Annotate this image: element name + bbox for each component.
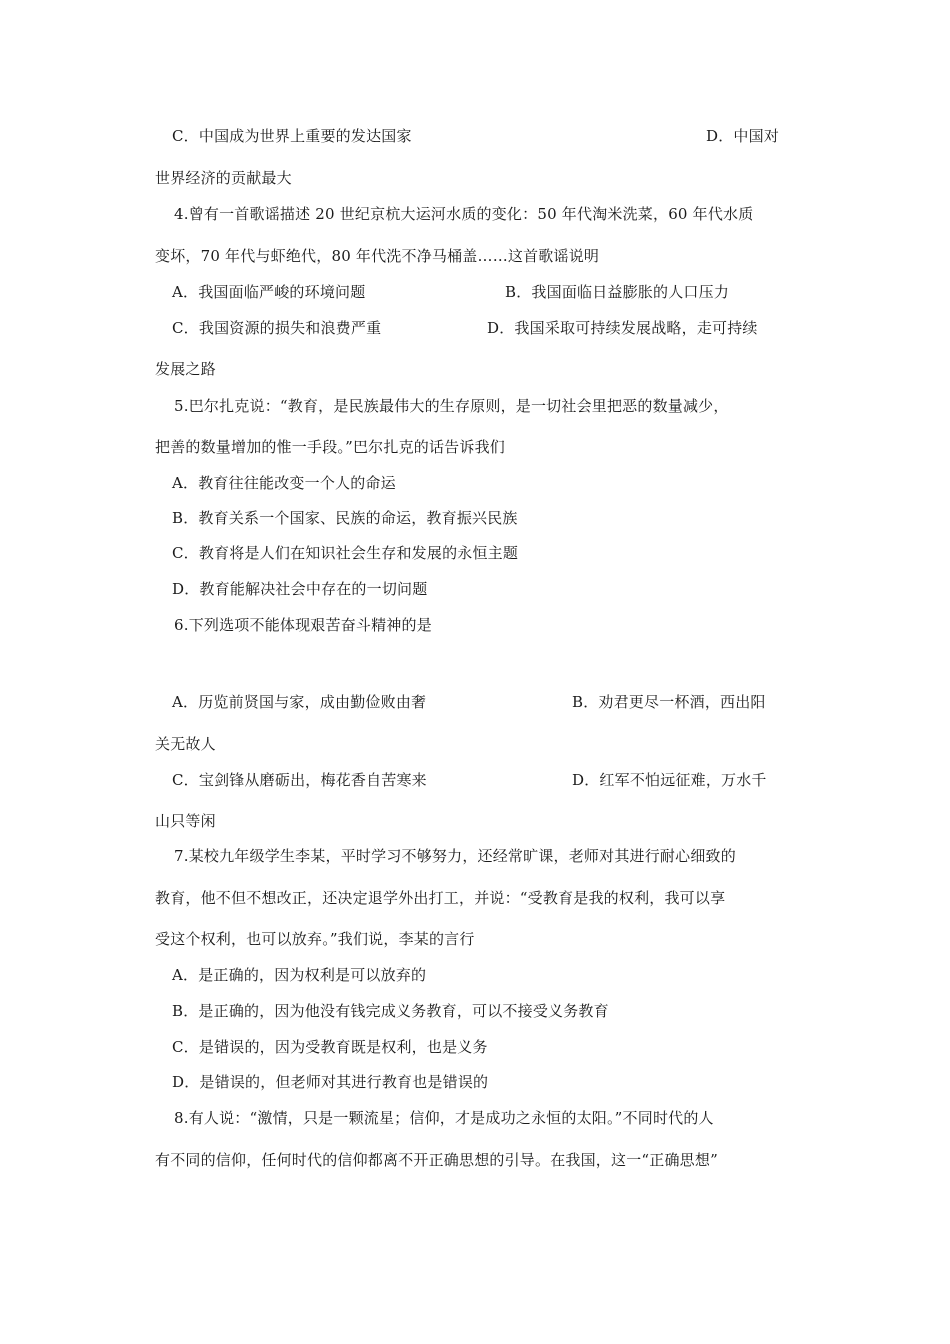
q5-option-d: D．教育能解决社会中存在的一切问题	[172, 580, 428, 598]
q6-option-c: C．宝剑锋从磨砺出，梅花香自苦寒来	[172, 771, 427, 789]
q6-stem: 6.下列选项不能体现艰苦奋斗精神的是	[174, 616, 432, 634]
q7-option-c: C．是错误的，因为受教育既是权利，也是义务	[172, 1038, 488, 1056]
q7-option-d: D．是错误的，但老师对其进行教育也是错误的	[172, 1073, 489, 1091]
q6-option-d-continued: 山只等闲	[155, 812, 216, 830]
q3-option-d: D．中国对	[706, 127, 780, 145]
q3-option-c: C．中国成为世界上重要的发达国家	[172, 127, 412, 145]
q5-option-a: A．教育往往能改变一个人的命运	[172, 474, 396, 492]
q4-stem-line2: 变坏，70 年代与虾绝代，80 年代洗不净马桶盖……这首歌谣说明	[155, 247, 600, 265]
q7-option-b: B．是正确的，因为他没有钱完成义务教育，可以不接受义务教育	[172, 1002, 609, 1020]
q6-option-b-continued: 关无故人	[155, 735, 216, 753]
q4-option-a: A．我国面临严峻的环境问题	[172, 283, 366, 301]
q4-option-d-continued: 发展之路	[155, 360, 216, 378]
q6-option-a: A．历览前贤国与家，成由勤俭败由奢	[172, 693, 427, 711]
q8-stem-line1: 8.有人说：“激情，只是一颗流星；信仰，才是成功之永恒的太阳。”不同时代的人	[174, 1109, 714, 1127]
q5-option-b: B．教育关系一个国家、民族的命运，教育振兴民族	[172, 509, 518, 527]
q4-option-b: B．我国面临日益膨胀的人口压力	[505, 283, 730, 301]
q5-stem-line2: 把善的数量增加的惟一手段。”巴尔扎克的话告诉我们	[155, 438, 505, 456]
q6-option-b: B．劝君更尽一杯酒，西出阳	[572, 693, 766, 711]
q7-stem-line1: 7.某校九年级学生李某，平时学习不够努力，还经常旷课，老师对其进行耐心细致的	[174, 847, 736, 865]
q7-stem-line3: 受这个权利，也可以放弃。”我们说，李某的言行	[155, 930, 475, 948]
q4-option-c: C．我国资源的损失和浪费严重	[172, 319, 382, 337]
q5-stem-line1: 5.巴尔扎克说：“教育，是民族最伟大的生存原则，是一切社会里把恶的数量减少，	[174, 397, 729, 415]
q3-option-d-continued: 世界经济的贡献最大	[155, 169, 292, 187]
q8-stem-line2: 有不同的信仰，任何时代的信仰都离不开正确思想的引导。在我国，这一“正确思想”	[155, 1151, 718, 1169]
q5-option-c: C．教育将是人们在知识社会生存和发展的永恒主题	[172, 544, 519, 562]
q4-stem-line1: 4.曾有一首歌谣描述 20 世纪京杭大运河水质的变化：50 年代淘米洗菜，60 年代水质	[174, 205, 754, 223]
q7-option-a: A．是正确的，因为权利是可以放弃的	[172, 966, 427, 984]
q4-option-d: D．我国采取可持续发展战略，走可持续	[487, 319, 758, 337]
q6-option-d: D．红军不怕远征难，万水千	[572, 771, 767, 789]
q7-stem-line2: 教育，他不但不想改正，还决定退学外出打工，并说：“受教育是我的权利，我可以享	[155, 889, 726, 907]
